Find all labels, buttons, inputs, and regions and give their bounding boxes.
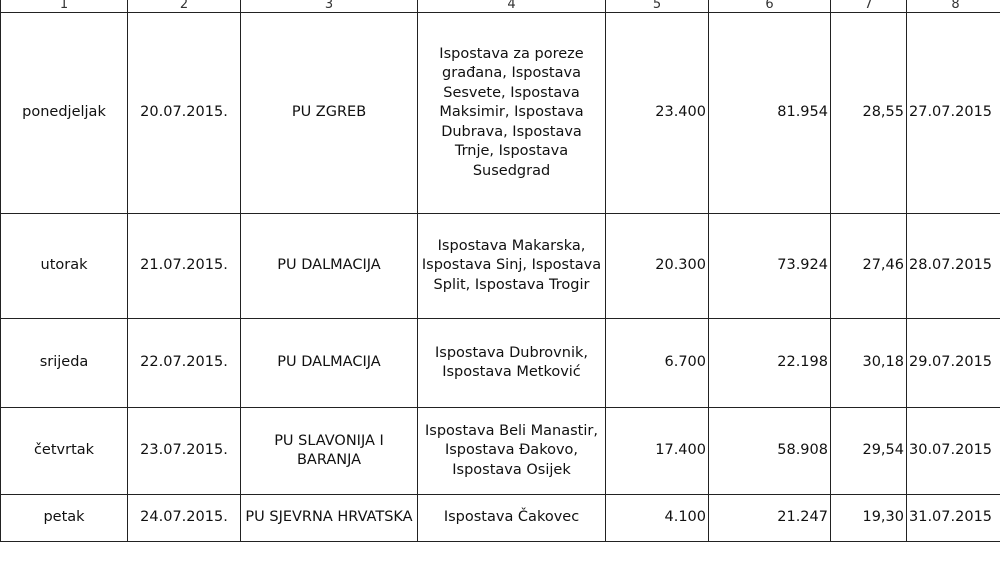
value6-cell: 58.908 <box>709 408 831 495</box>
value6-cell: 81.954 <box>709 13 831 214</box>
value5-cell: 23.400 <box>606 13 709 214</box>
value7-cell: 29,54 <box>831 408 907 495</box>
table-row <box>1 495 1000 542</box>
day-cell: četvrtak <box>1 408 128 495</box>
office-cell: PU SJEVRNA HRVATSKA <box>241 495 418 542</box>
header-cell: 1 <box>1 0 128 13</box>
date-cell: 21.07.2015. <box>128 214 241 319</box>
due-date-cell: 28.07.2015 <box>907 214 1000 319</box>
branches-cell: Ispostava za poreze građana, Ispostava Sesvete, Ispostava Maksimir, Ispostava Dubrava, Ispostava Trnje, Ispostava Susedgrad <box>418 13 606 214</box>
table-row <box>1 214 1000 319</box>
header-cell: 6 <box>709 0 831 13</box>
header-cell: 7 <box>831 0 907 13</box>
header-cell: 3 <box>241 0 418 13</box>
branches-cell: Ispostava Dubrovnik, Ispostava Metković <box>418 319 606 408</box>
header-cell: 5 <box>606 0 709 13</box>
header-cell: 8 <box>907 0 1000 13</box>
office-cell: PU DALMACIJA <box>241 214 418 319</box>
value6-cell: 73.924 <box>709 214 831 319</box>
table-row <box>1 13 1000 214</box>
due-date-cell: 29.07.2015 <box>907 319 1000 408</box>
value5-cell: 6.700 <box>606 319 709 408</box>
header-row <box>1 0 1000 13</box>
due-date-cell: 30.07.2015 <box>907 408 1000 495</box>
day-cell: utorak <box>1 214 128 319</box>
date-cell: 20.07.2015. <box>128 13 241 214</box>
value7-cell: 30,18 <box>831 319 907 408</box>
date-cell: 24.07.2015. <box>128 495 241 542</box>
header-cell: 4 <box>418 0 606 13</box>
due-date-cell: 31.07.2015 <box>907 495 1000 542</box>
branches-cell: Ispostava Beli Manastir, Ispostava Đakovo, Ispostava Osijek <box>418 408 606 495</box>
date-cell: 22.07.2015. <box>128 319 241 408</box>
value6-cell: 21.247 <box>709 495 831 542</box>
branches-cell: Ispostava Čakovec <box>418 495 606 542</box>
day-cell: srijeda <box>1 319 128 408</box>
date-cell: 23.07.2015. <box>128 408 241 495</box>
branches-cell: Ispostava Makarska, Ispostava Sinj, Ispostava Split, Ispostava Trogir <box>418 214 606 319</box>
day-cell: petak <box>1 495 128 542</box>
table-row <box>1 408 1000 495</box>
due-date-cell: 27.07.2015 <box>907 13 1000 214</box>
value7-cell: 27,46 <box>831 214 907 319</box>
value7-cell: 28,55 <box>831 13 907 214</box>
value5-cell: 20.300 <box>606 214 709 319</box>
office-cell: PU DALMACIJA <box>241 319 418 408</box>
office-cell: PU ZGREB <box>241 13 418 214</box>
header-cell: 2 <box>128 0 241 13</box>
office-cell: PU SLAVONIJA I BARANJA <box>241 408 418 495</box>
value5-cell: 4.100 <box>606 495 709 542</box>
value5-cell: 17.400 <box>606 408 709 495</box>
day-cell: ponedjeljak <box>1 13 128 214</box>
value6-cell: 22.198 <box>709 319 831 408</box>
value7-cell: 19,30 <box>831 495 907 542</box>
table-row <box>1 319 1000 408</box>
